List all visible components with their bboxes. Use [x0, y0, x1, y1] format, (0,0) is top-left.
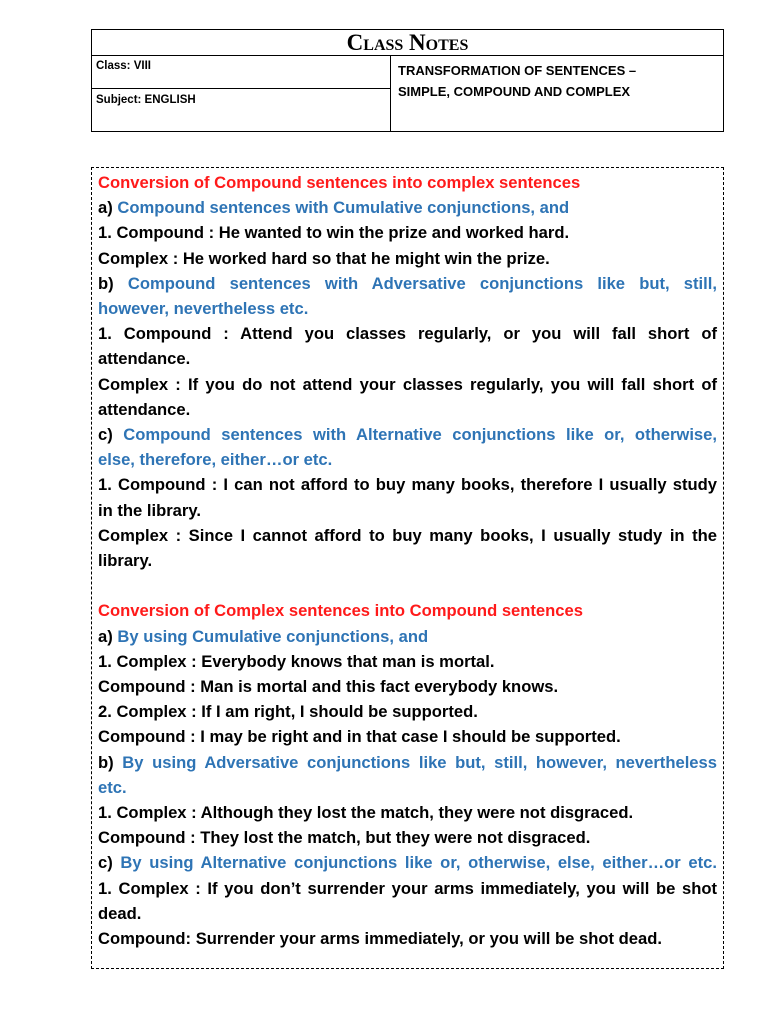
section-1-b-heading	[98, 271, 717, 296]
section-1-c-example-1-cont: in the library.	[98, 500, 201, 520]
section-1-c-example-2-cont: library.	[98, 551, 153, 571]
section-1-b-heading-cont: however, nevertheless etc.	[98, 299, 309, 319]
section-2-a-text: By using Cumulative conjunctions, and	[117, 626, 429, 646]
section-1-b-example-2-cont: attendance.	[98, 399, 191, 419]
section-2-a-example-1: 1. Complex : Everybody knows that man is mortal.	[98, 651, 495, 671]
section-2-c-text: By using Alternative conjunctions like or, otherwise, else, either…or etc.	[120, 853, 717, 873]
section-1-heading: Conversion of Compound sentences into complex sentences	[98, 173, 581, 192]
section-2-b-example-2: Compound : They lost the match, but they were not disgraced.	[98, 828, 591, 848]
section-1-c-example-1: 1. Compound : I can not afford to buy many books, therefore I usually study	[98, 475, 717, 495]
topic-line-2: SIMPLE, COMPOUND AND COMPLEX	[398, 84, 631, 99]
section-1-a-example-1: 1. Compound : He wanted to win the prize and worked hard.	[98, 223, 570, 243]
class-label: Class: VIII	[92, 56, 390, 89]
section-1-a-heading	[98, 195, 717, 220]
section-2-c-example-1-cont: dead.	[98, 903, 142, 923]
section-1-a-marker: a)	[98, 198, 113, 218]
section-spacer	[98, 573, 717, 598]
section-2-a-example-4: Compound : I may be right and in that case I should be supported.	[98, 727, 621, 747]
header-left-cell	[92, 56, 391, 132]
section-1-b-marker: b)	[98, 273, 114, 293]
section-1-c-heading-cont: else, therefore, either…or etc.	[98, 450, 333, 470]
section-2-c-marker: c)	[98, 853, 113, 873]
section-2-b-marker: b)	[98, 752, 114, 772]
topic-line-1: TRANSFORMATION OF SENTENCES –	[398, 63, 637, 78]
section-2-heading: Conversion of Complex sentences into Compound sentences	[98, 601, 583, 621]
section-1-b-example-1-cont: attendance.	[98, 349, 191, 369]
section-2-a-example-3: 2. Complex : If I am right, I should be supported.	[98, 702, 478, 722]
section-2-b-example-1: 1. Complex : Although they lost the match, they were not disgraced.	[98, 803, 634, 823]
section-2-a-marker: a)	[98, 626, 113, 646]
section-2-b-heading-cont: etc.	[98, 777, 127, 797]
topic-cell	[391, 56, 723, 132]
section-2-c-heading	[98, 850, 717, 875]
section-1-b-example-2: Complex : If you do not attend your classes regularly, you will fall short of	[98, 374, 717, 394]
section-2-b-text: By using Adversative conjunctions like but, still, however, nevertheless	[122, 752, 717, 772]
class-notes-header	[91, 29, 724, 132]
section-2-a-example-2: Compound : Man is mortal and this fact everybody knows.	[98, 677, 559, 697]
page-title: Class Notes	[92, 30, 723, 56]
section-1-c-example-2: Complex : Since I cannot afford to buy many books, I usually study in the	[98, 525, 717, 545]
notes-content-box	[91, 167, 724, 969]
section-1-b-example-1: 1. Compound : Attend you classes regularly, or you will fall short of	[98, 324, 717, 344]
header-info-row	[92, 56, 723, 132]
section-2-c-example-1: 1. Complex : If you don’t surrender your arms immediately, you will be shot	[98, 878, 717, 898]
subject-label: Subject: ENGLISH	[96, 94, 196, 106]
section-1-c-text: Compound sentences with Alternative conjunctions like or, otherwise,	[123, 425, 717, 445]
section-1-b-text: Compound sentences with Adversative conjunctions like but, still,	[127, 273, 717, 293]
section-2-a-heading	[98, 624, 717, 649]
section-2-b-heading	[98, 750, 717, 775]
section-1-a-text: Compound sentences with Cumulative conjunctions, and	[117, 198, 570, 218]
section-2-c-example-2: Compound: Surrender your arms immediately, or you will be shot dead.	[98, 929, 662, 949]
section-1-a-example-2: Complex : He worked hard so that he might win the prize.	[98, 248, 550, 268]
section-1-c-marker: c)	[98, 425, 113, 445]
section-1-c-heading	[98, 422, 717, 447]
